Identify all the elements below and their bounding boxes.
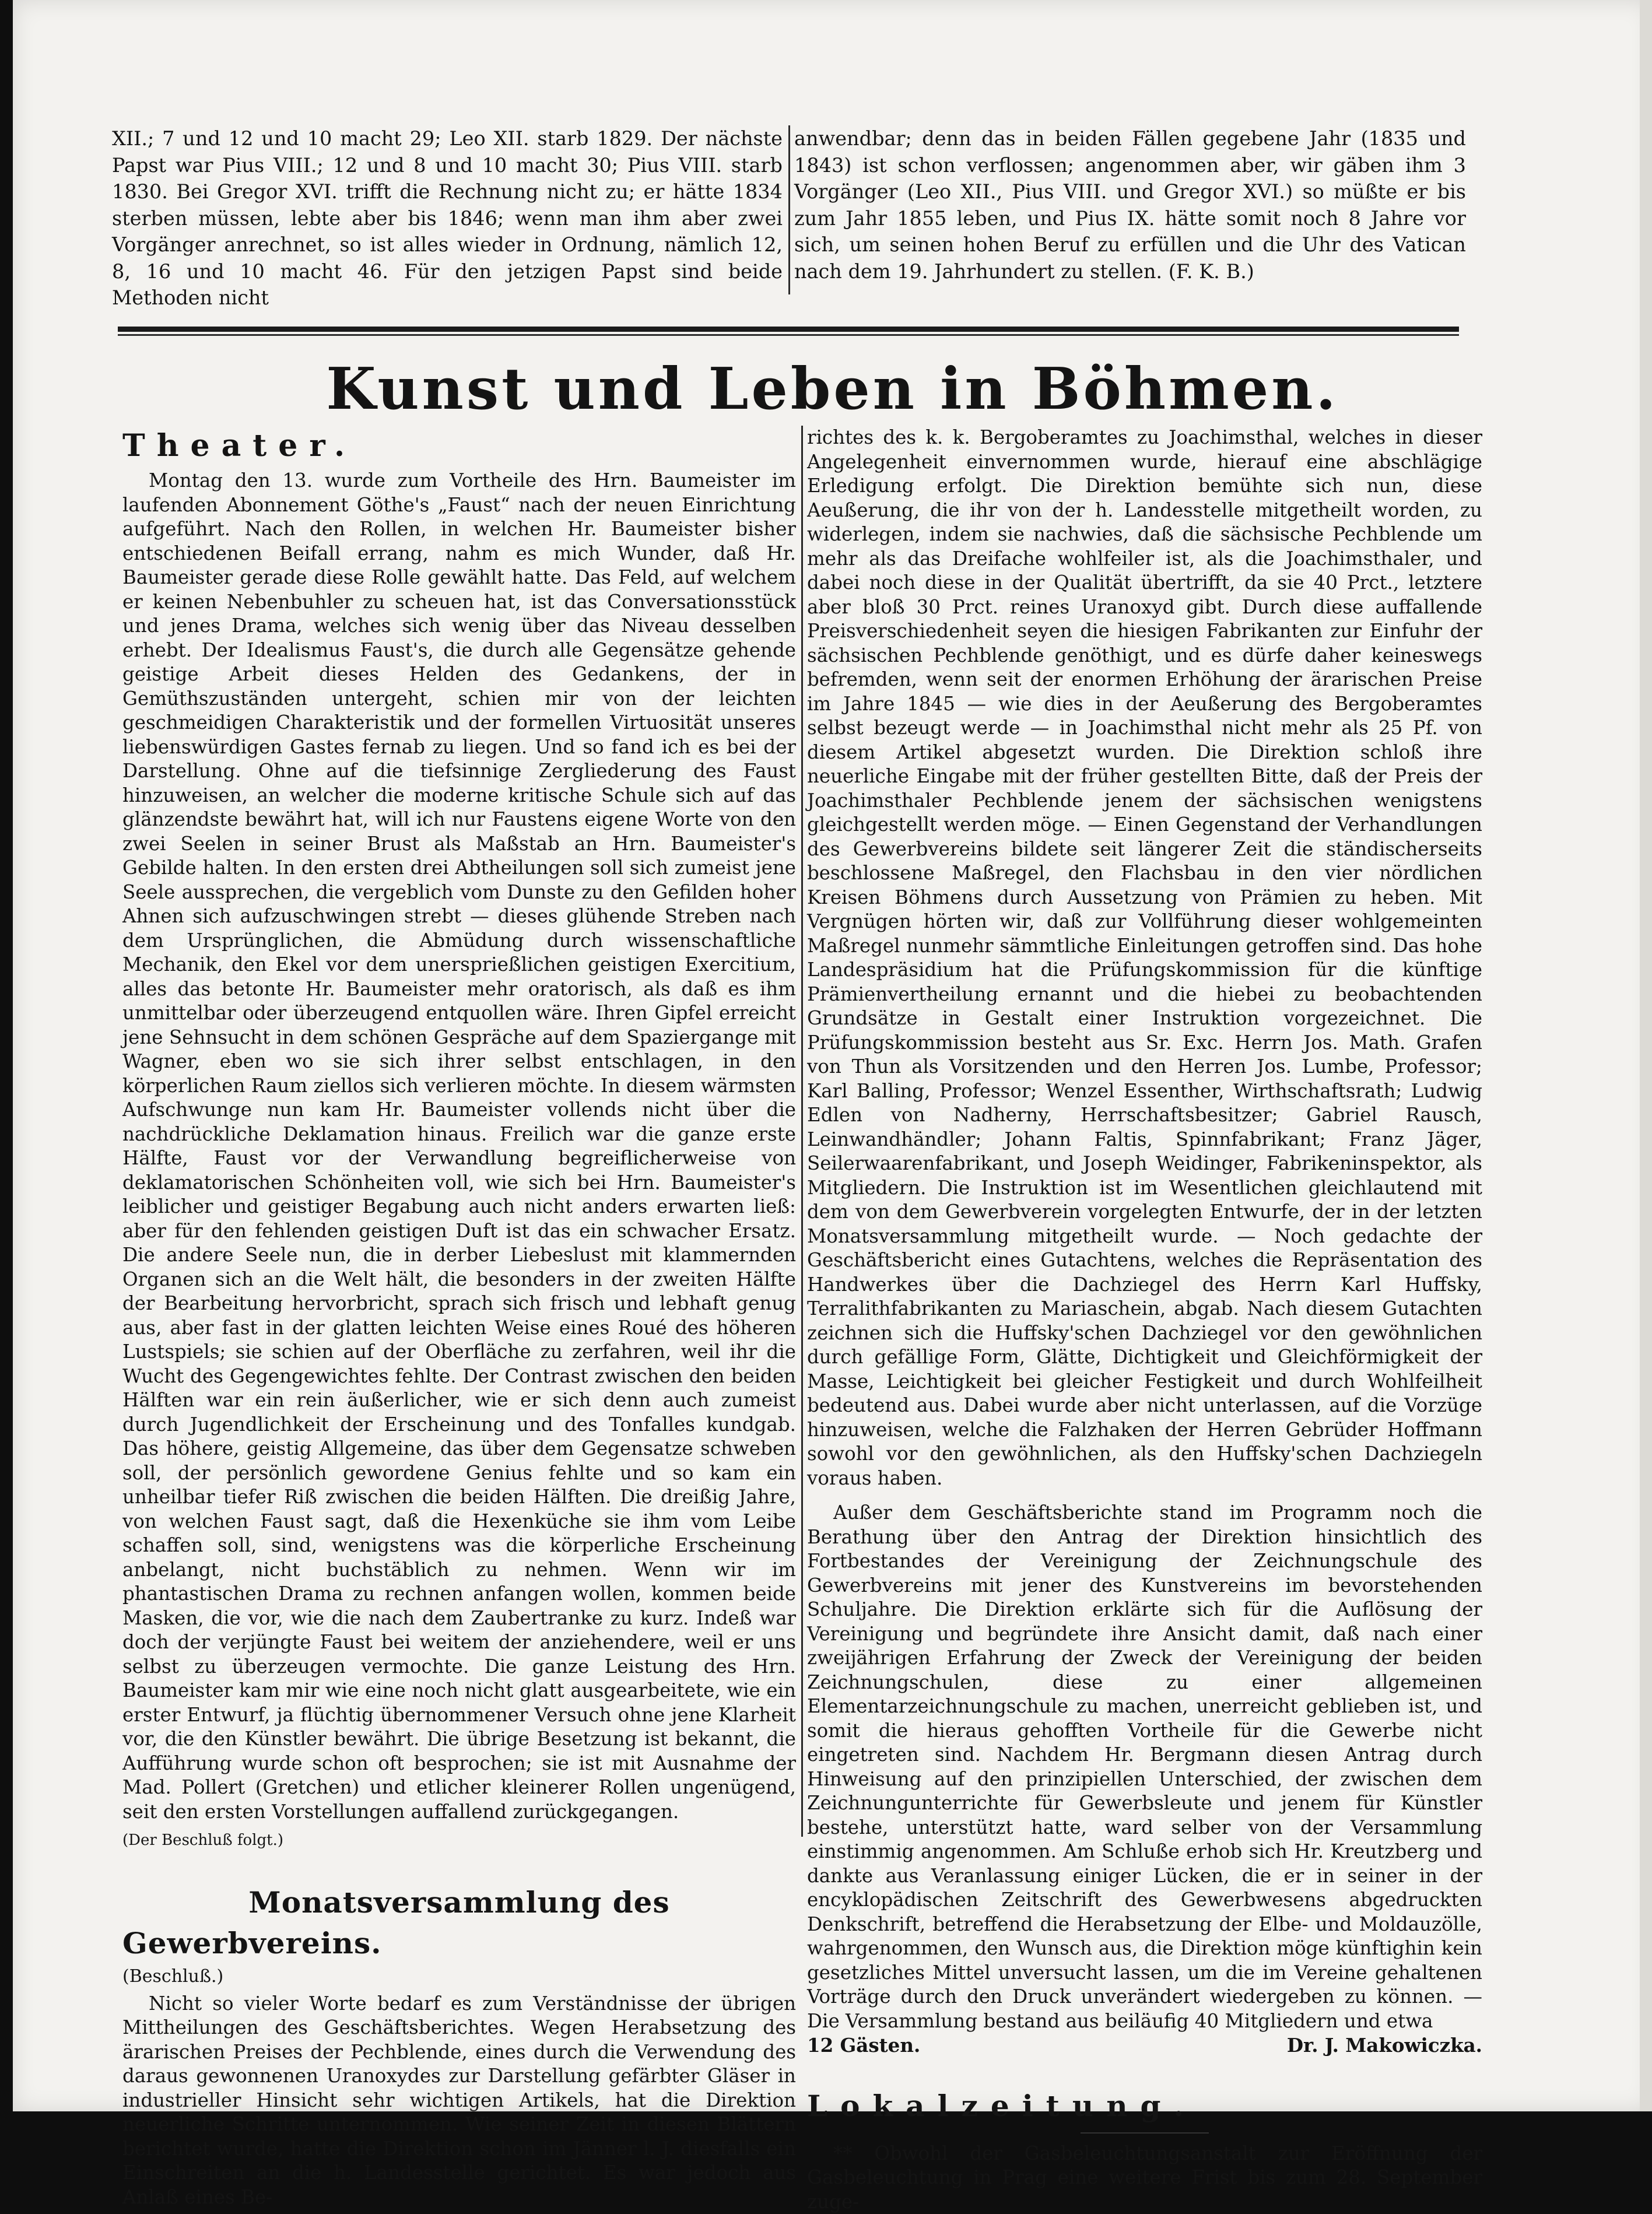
top-left-column (112, 125, 783, 311)
main-column-divider (801, 426, 803, 1837)
top-right-text: anwendbar; denn das in beiden Fällen gegebene Jahr (1835 und 1843) ist schon verflossen; angenommen aber, wir gäben ihm 3 Vorgänger (Leo XII., Pius VIII. und Gregor XVI.) so müßte er bis zum Jahr 1855 leben, und Pius IX. hätte somit noch 8 Jahre vor sich, um seinen hohen Beruf zu erfüllen und die Uhr des Vatican nach dem 19. Jahrhundert zu stellen. (F. K. B.) (794, 125, 1466, 285)
gewerbverein-signature: Dr. J. Makowiczka. (1287, 2033, 1482, 2058)
gewerbverein-subheading: (Beschluß.) (122, 1964, 796, 1990)
gewerbverein-last-line: 12 Gästen. (807, 2033, 920, 2058)
top-left-text: XII.; 7 und 12 und 10 macht 29; Leo XII. starb 1829. Der nächste Papst war Pius VIII.; 12 und 8 und 10 macht 30; Pius VIII. starb 1830. Bei Gregor XVI. trifft die Rechnung nicht zu; er hätte 1834 sterben müssen, lebte aber bis 1846; wenn man ihm aber zwei Vorgänger anrechnet, so ist alles wieder in Ordnung, nämlich 12, 8, 16 und 10 macht 46. Für den jetzigen Papst sind beide Methoden nicht (112, 125, 783, 311)
lokalzeitung-underline (1081, 2132, 1209, 2134)
section-title: Kunst und Leben in Böhmen. (13, 349, 1652, 430)
right-column (807, 426, 1482, 2214)
top-column-divider (788, 125, 790, 294)
section-divider-thin (118, 334, 1459, 336)
gewerbverein-paragraph-1-cont: richtes des k. k. Bergoberamtes zu Joachimsthal, welches in dieser Angelegenheit einvernommen wurde, hierauf eine abschlägige Erledigung erfolgt. Die Direktion bemühte sich nun, diese Aeußerung, die ihr von der h. Landesstelle mitgetheilt worden, zu widerlegen, indem sie nachwies, daß die sächsische Pechblende um mehr als das Dreifache wohlfeiler ist, als die Joachimsthaler, und dabei noch diese in der Qualität übertrifft, da sie 40 Prct., letztere aber bloß 30 Prct. reines Uranoxyd gibt. Durch diese auffallende Preisverschiedenheit seyen die hiesigen Fabrikanten zur Einfuhr der sächsischen Pechblende genöthigt, und es dürfe daher keineswegs befremden, wenn seit der enormen Erhöhung der ärarischen Preise im Jahre 1845 — wie dies in der Aeußerung des Bergoberamtes selbst bezeugt werde — in Joachimsthal nicht mehr als 25 Pf. von diesem Artikel abgesetzt wurden. Die Direktion schloß ihre neuerliche Eingabe mit der früher gestellten Bitte, daß der Preis der Joachimsthaler Pechblende jenem der sächsischen wenigstens gleichgestellt werden möge. — Einen Gegenstand der Verhandlungen des Gewerbvereins bildete seit längerer Zeit die ständischerseits beschlossene Maßregel, den Flachsbau in den vier nördlichen Kreisen Böhmens durch Aussetzung von Prämien zu heben. Mit Vergnügen hörten wir, daß zur Vollführung dieser wohlgemeinten Maßregel nunmehr sämmtliche Einleitungen getroffen sind. Das hohe Landespräsidium hat die Prüfungskommission für die künftige Prämienvertheilung ernannt und die hiebei zu beobachtenden Grundsätze in Gestalt einer Instruktion vorgezeichnet. Die Prüfungskommission besteht aus Sr. Exc. Herrn Jos. Math. Grafen von Thun als Vorsitzenden und den Herren Jos. Lumbe, Professor; Karl Balling, Professor; Wenzel Essenther, Wirthschaftsrath; Ludwig Edlen von Nadherny, Herrschaftsbesitzer; Gabriel Rausch, Leinwandhändler; Johann Faltis, Spinnfabrikant; Franz Jäger, Seilerwaarenfabrikant, und Joseph Weidinger, Fabrikeninspektor, als Mitgliedern. Die Instruktion ist im Wesentlichen gleichlautend mit dem von dem Gewerbverein vorgelegten Entwurfe, der in der letzten Monatsversammlung mitgetheilt wurde. — Noch gedachte der Geschäftsbericht eines Gutachtens, welches die Repräsentation des Handwerkes über die Dachziegel des Herrn Karl Huffsky, Terralithfabrikanten zu Mariaschein, abgab. Nach diesem Gutachten zeichnen sich die Huffsky'schen Dachziegel vor den gewöhnlichen durch gefällige Form, Glätte, Dichtigkeit und Gleichförmigkeit der Masse, Leichtigkeit bei gleicher Festigkeit und durch Wohlfeilheit bedeutend aus. Dabei wurde aber nicht unterlassen, auf die Vorzüge hinzuweisen, welche die Falzhaken der Herren Gebrüder Hoffmann sowohl vor den gewöhnlichen, als den Huffsky'schen Dachziegeln voraus haben. (807, 426, 1482, 1490)
theater-continued-note: (Der Beschluß folgt.) (122, 1829, 761, 1853)
gewerbverein-closing (807, 2033, 1482, 2058)
top-right-column (794, 125, 1466, 285)
theater-paragraph: Montag den 13. wurde zum Vortheile des Hrn. Baumeister im laufenden Abonnement Göthe's „Faust“ nach der neuen Einrichtung aufgeführt. Nach den Rollen, in welchen Hr. Baumeister bisher entschiedenen Beifall errang, nahm es mich Wunder, daß Hr. Baumeister gerade diese Rolle gewählt hatte. Das Feld, auf welchem er keinen Nebenbuhler zu scheuen hat, ist das Conversationsstück und jenes Drama, welches sich wenig über das Niveau desselben erhebt. Der Idealismus Faust's, die durch alle Gegensätze gehende geistige Arbeit dieses Helden des Gedankens, der in Gemüthszuständen untergeht, schien mir von der leichten geschmeidigen Charakteristik und der formellen Virtuosität unseres liebenswürdigen Gastes fernab zu liegen. Und so fand ich es bei der Darstellung. Ohne auf die tiefsinnige Zergliederung des Faust hinzuweisen, an welcher die moderne kritische Schule sich auf das glänzendste bewährt hat, will ich nur Faustens eigene Worte von den zwei Seelen in seiner Brust als Maßstab an Hrn. Baumeister's Gebilde halten. In den ersten drei Abtheilungen soll sich zumeist jene Seele aussprechen, die vergeblich vom Dunste zu den Gefilden hoher Ahnen sich aufzuschwingen strebt — dieses glühende Streben nach dem Ursprünglichen, die Abmüdung durch wissenschaftliche Mechanik, den Ekel vor dem unersprießlichen geistigen Exercitium, alles das betonte Hr. Baumeister mehr oratorisch, als daß es ihm unmittelbar oder überzeugend entquollen wäre. Ihren Gipfel erreicht jene Sehnsucht in dem schönen Gespräche auf dem Spaziergange mit Wagner, eben wo sie sich ihrer selbst entschlagen, in den körperlichen Raum ziellos sich verlieren möchte. In diesem wärmsten Aufschwunge nun kam Hr. Baumeister vollends nicht über die nachdrückliche Deklamation hinaus. Freilich war die ganze erste Hälfte, Faust vor der Verwandlung begreiflicherweise von deklamatorischen Schönheiten voll, wie sich bei Hrn. Baumeister's leiblicher und geistiger Begabung auch nicht anders erwarten ließ: aber für den fehlenden geistigen Duft ist das ein schwacher Ersatz. Die andere Seele nun, die in derber Liebeslust mit klammernden Organen sich an die Welt hält, die besonders in der zweiten Hälfte der Bearbeitung hervorbricht, sprach sich frisch und lebhaft genug aus, aber fast in der glatten leichten Weise eines Roué des höheren Lustspiels; sie schien auf der Oberfläche zu zerfahren, weil ihr die Wucht des Gegengewichtes fehlte. Der Contrast zwischen den beiden Hälften war ein rein äußerlicher, wie er sich denn auch zumeist durch Jugendlichkeit der Erscheinung und des Tonfalles kundgab. Das höhere, geistig Allgemeine, das über dem Gegensatze schweben soll, der persönlich gewordene Genius fehlte und so kam ein unheilbar tiefer Riß zwischen die beiden Hälften. Die dreißig Jahre, von welchen Faust sagt, daß die Hexenküche sie ihm vom Leibe schaffen soll, sind, wenigstens was die körperliche Erscheinung anbelangt, nicht buchstäblich zu nehmen. Wenn wir im phantastischen Drama zu rechnen anfangen wollen, kommen beide Masken, die vor, wie die nach dem Zaubertranke zu kurz. Indeß war doch der verjüngte Faust bei weitem der anziehendere, weil er uns selbst zu überzeugen vermochte. Die ganze Leistung des Hrn. Baumeister kam mir wie eine noch nicht glatt ausgearbeitete, wie ein erster Entwurf, ja flüchtig übernommener Versuch ohne jene Klarheit vor, die den Künstler bewährt. Die übrige Besetzung ist bekannt, die Aufführung wurde schon oft besprochen; sie ist mit Ausnahme der Mad. Pollert (Gretchen) und etlicher kleinerer Rollen ungenügend, seit den ersten Vorstellungen auffallend zurückgegangen. (122, 469, 796, 1824)
theater-heading: Theater. (122, 426, 796, 466)
section-divider-thick (118, 327, 1459, 332)
newspaper-page (13, 0, 1652, 2111)
lokalzeitung-heading: Lokalzeitung. (807, 2086, 1482, 2127)
lokalzeitung-paragraph: ** Obwohl der Gasbeleuchtungsanstalt zur Eröffnung der Gasbeleuchtung in Prag eine weitere Frist bis zum 28. September zuge- (807, 2142, 1482, 2214)
page-right-margin (1640, 0, 1652, 2111)
gewerbverein-heading: Monatsversammlung des Gewerbvereins. (122, 1882, 796, 1964)
gewerbverein-paragraph-2: Außer dem Geschäftsberichte stand im Programm noch die Berathung über den Antrag der Direktion hinsichtlich des Fortbestandes der Vereinigung der Zeichnungschule des Gewerbvereins mit jener des Kunstvereins im bevorstehenden Schuljahre. Die Direktion erklärte sich für die Auflösung der Vereinigung und begründete ihre Ansicht damit, daß nach einer zweijährigen Erfahrung der Zweck der Vereinigung der beiden Zeichnungschulen, diese zu einer allgemeinen Elementarzeichnungschule zu machen, unerreicht geblieben ist, und somit die hieraus gehofften Vortheile für die Gewerbe nicht eingetreten sind. Nachdem Hr. Bergmann diesen Antrag durch Hinweisung auf den prinzipiellen Unterschied, der zwischen dem Zeichnungunterrichte für Gewerbsleute und jenem für Künstler bestehe, unterstützt hatte, ward selber von der Versammlung einstimmig angenommen. Am Schluße erhob sich Hr. Kreutzberg und dankte aus Veranlassung einiger Lücken, die er in seiner in der encyklopädischen Zeitschrift des Gewerbwesens abgedruckten Denkschrift, betreffend die Herabsetzung der Elbe- und Moldauzölle, wahrgenommen, den Wunsch aus, die Direktion möge künftighin kein gesetzliches Mittel unversucht lassen, um die im Vereine gehaltenen Vorträge durch den Druck unverändert wiedergeben zu können. — Die Versammlung bestand aus beiläufig 40 Mitgliedern und etwa (807, 1501, 1482, 2033)
gewerbverein-paragraph-1: Nicht so vieler Worte bedarf es zum Verständnisse der übrigen Mittheilungen des Geschäftsberichtes. Wegen Herabsetzung des ärarischen Preises der Pechblende, eines durch die Verwendung des daraus gewonnenen Uranoxydes zur Darstellung gefärbter Gläser in industrieller Hinsicht sehr wichtigen Artikels, hat die Direktion neuerliche Schritte unternommen. Wie seiner Zeit in diesen Blättern berichtet wurde, hatte die Direktion schon im Jänner l. J. diesfalls ein Einschreiten an die h. Landesstelle gerichtet. Es war jedoch aus Anlaß eines Be- (122, 1992, 796, 2210)
left-column (122, 426, 796, 2209)
